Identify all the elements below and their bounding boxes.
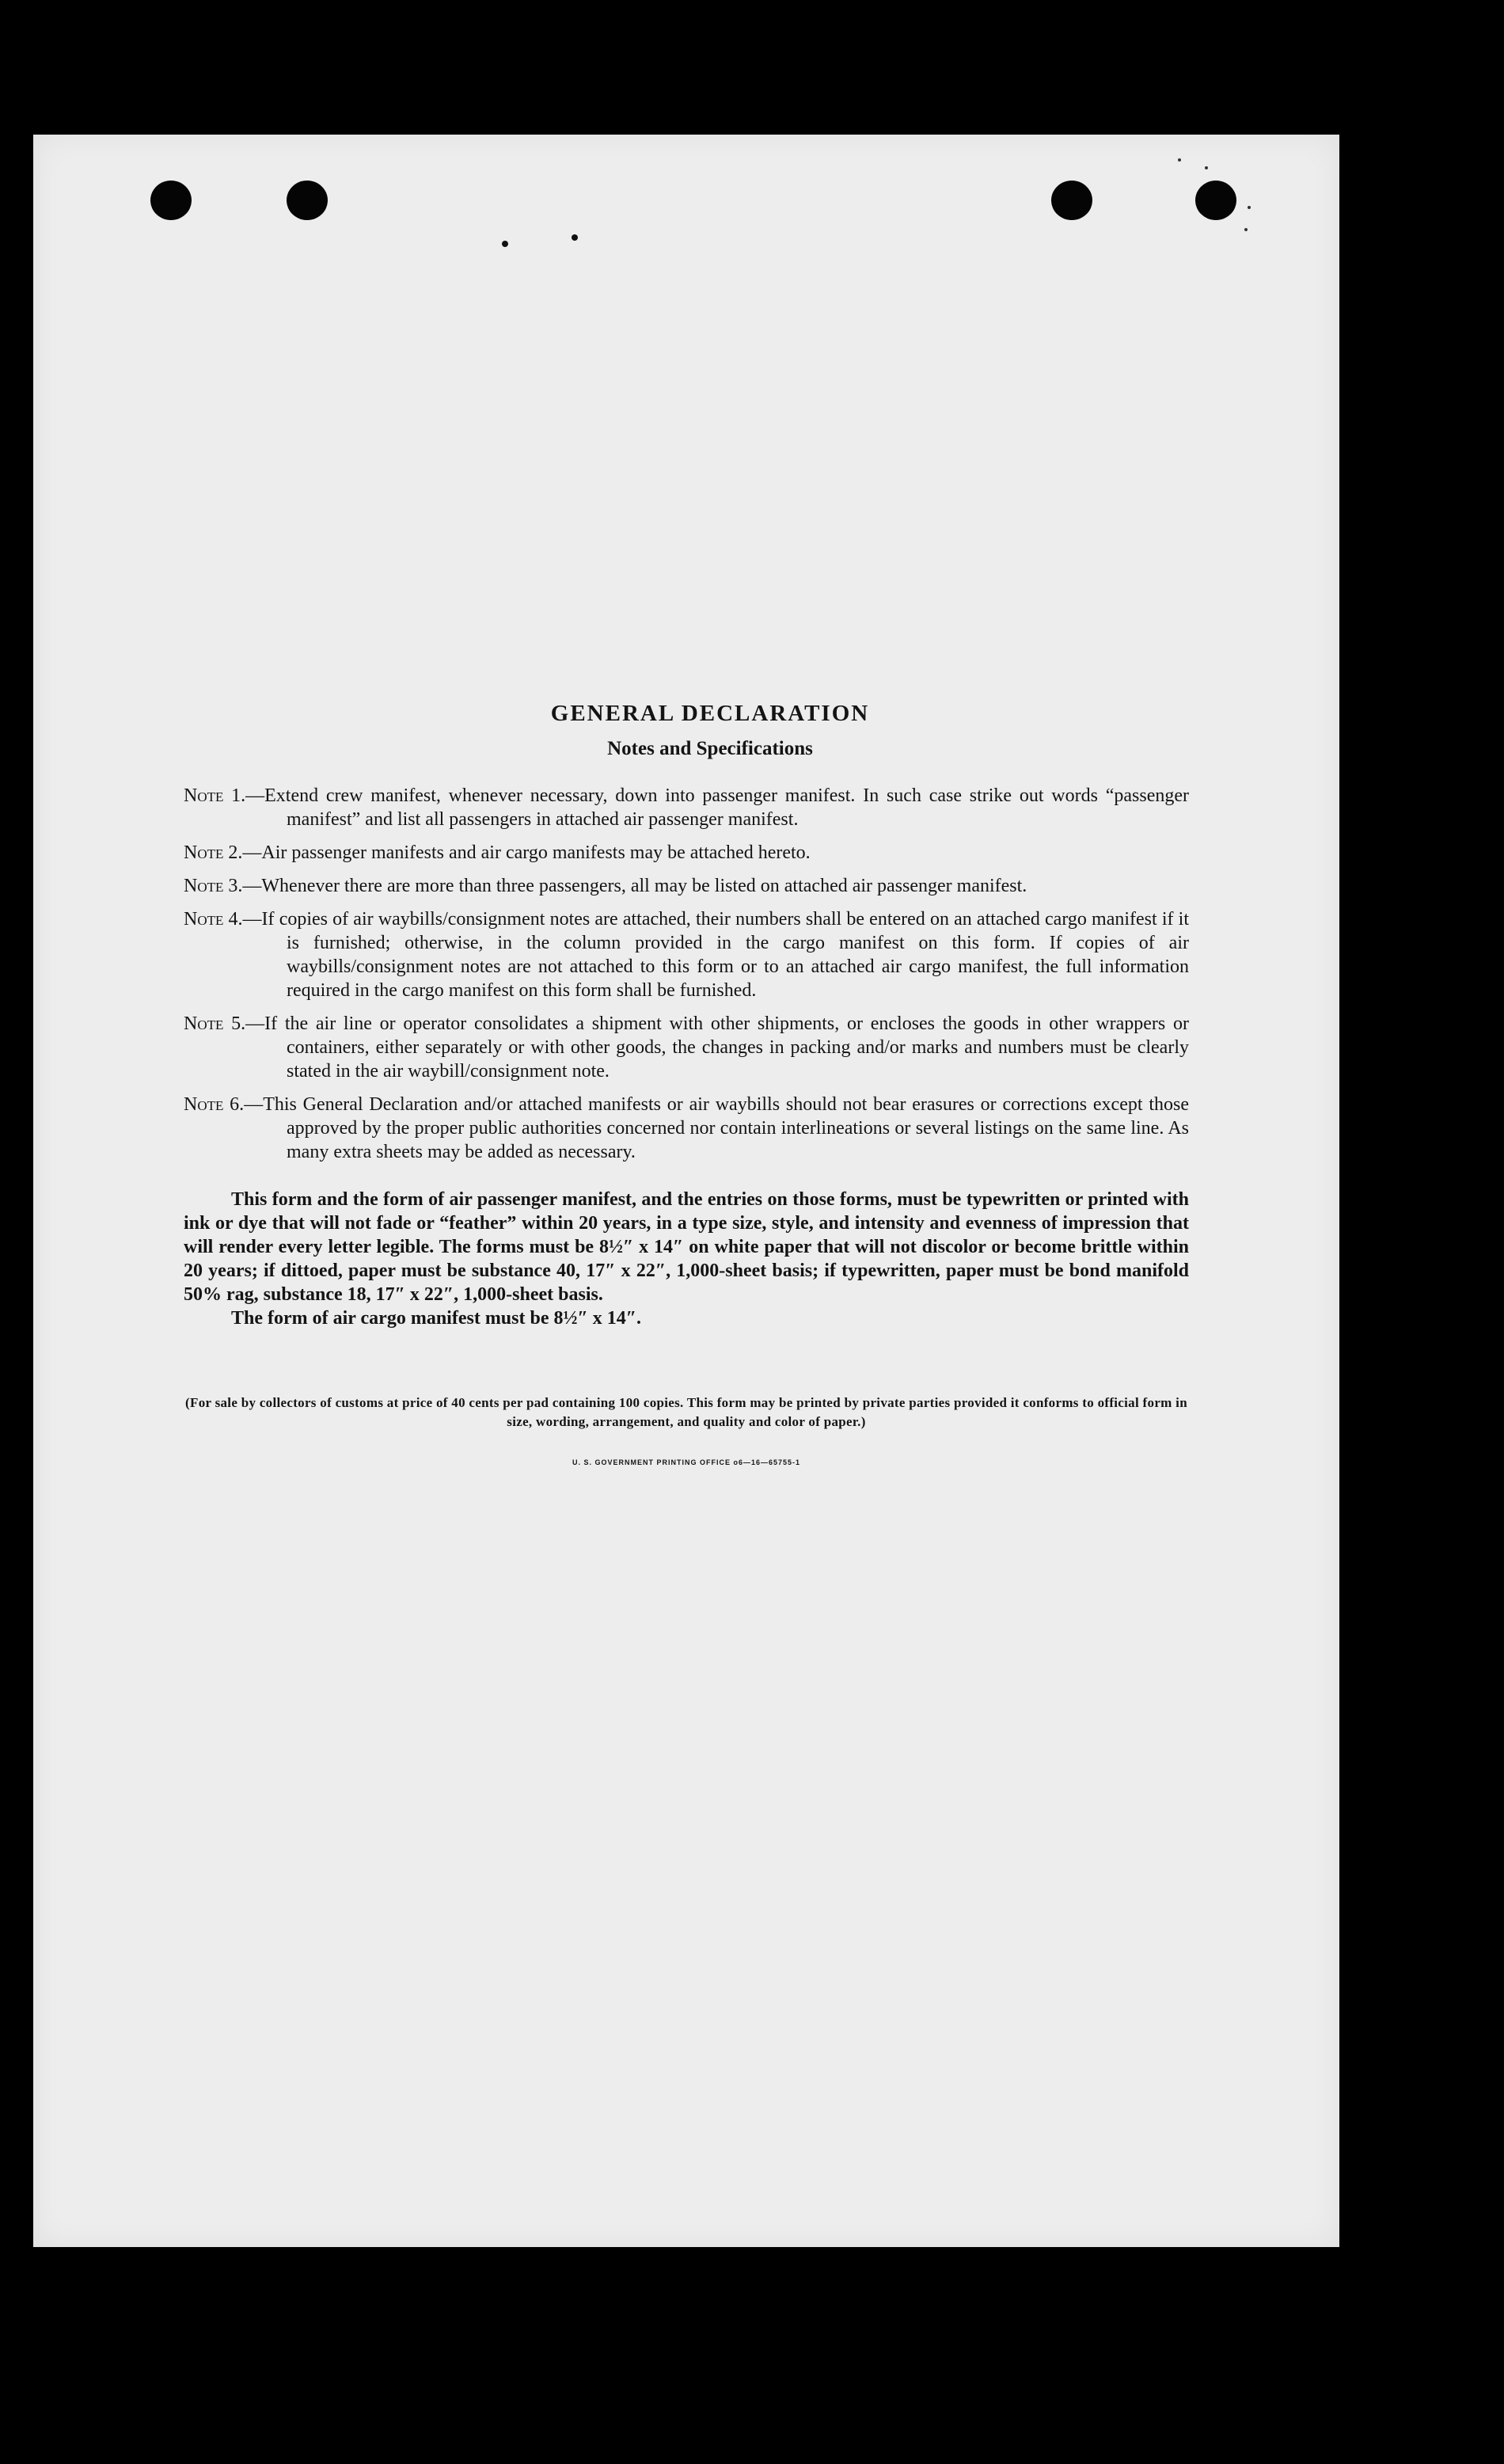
page-title: GENERAL DECLARATION (550, 701, 870, 726)
paper-speck (1178, 158, 1181, 162)
note-text: —If the air line or operator consolidates a shipment with other shipments, or encloses the goods in other wrappers or containers, either separately or with other goods, the changes in packing and/or marks and numbers must be clearly stated in the air waybill/consignment note. (245, 1013, 1189, 1082)
note-label: Note 4. (184, 909, 243, 930)
note-label: Note 2. (184, 842, 243, 863)
note-label: Note 3. (184, 876, 243, 896)
paper-mark (502, 241, 508, 247)
note-text: —Air passenger manifests and air cargo manifests may be attached hereto. (242, 842, 811, 863)
cargo-size-paragraph: The form of air cargo manifest must be 8½″ x 14″. (231, 1308, 641, 1329)
note-label: Note 5. (184, 1013, 246, 1034)
note-4 (184, 907, 1189, 1002)
note-label: Note 1. (184, 785, 246, 806)
note-6 (184, 1093, 1189, 1164)
note-1 (184, 784, 1189, 831)
note-text: —If copies of air waybills/consignment notes are attached, their numbers shall be entered on an attached cargo manifest if it is furnished; otherwise, in the column provided in the cargo manifest on this form. If copies of air waybills/consignment notes are not attached to this form or to an attached air cargo manifest, the full information required in the cargo manifest on this form shall be furnished. (242, 909, 1189, 1001)
specification-paragraph: This form and the form of air passenger manifest, and the entries on those forms, must be typewritten or printed with ink or dye that will not fade or “feather” within 20 years, in a type size, style, and intensity and evenness of impression that will render every letter legible. The forms must be 8½″ x 14″ on white paper that will not discolor or become brittle within 20 years; if dittoed, paper must be substance 40, 17″ x 22″, 1,000-sheet basis; if typewritten, paper must be bond manifold 50% rag, substance 18, 17″ x 22″, 1,000-sheet basis. (184, 1189, 1189, 1305)
paper-speck (1244, 228, 1248, 231)
note-5 (184, 1012, 1189, 1083)
document-page (33, 135, 1339, 2247)
paper-speck (1248, 206, 1251, 209)
paper-mark (572, 234, 578, 241)
form-notes (184, 701, 1189, 1466)
punch-hole-left-2 (287, 181, 328, 220)
paper-speck (1205, 166, 1208, 169)
note-text: —Extend crew manifest, whenever necessary, down into passenger manifest. In such case strike out words “passenger manifest” and list all passengers in attached air passenger manifest. (245, 785, 1189, 830)
printer-imprint: U. S. GOVERNMENT PRINTING OFFICE o6—16—65755-1 (572, 1458, 801, 1466)
note-3 (184, 874, 1189, 898)
punch-hole-right-2 (1195, 181, 1236, 220)
punch-hole-left-1 (150, 181, 192, 220)
note-label: Note 6. (184, 1094, 245, 1115)
sale-notice: (For sale by collectors of customs at price of 40 cents per pad containing 100 copies. This form may be printed by private parties provided it conforms to official form in size, wording, arrangement, and quality and color of paper.) (185, 1395, 1187, 1429)
page-subtitle: Notes and Specifications (607, 738, 813, 759)
note-text: —This General Declaration and/or attached manifests or air waybills should not bear erasures or corrections except those approved by the proper public authorities concerned nor contain interlineations or several listings on the same line. As many extra sheets may be added as necessary. (244, 1094, 1189, 1162)
punch-hole-right-1 (1051, 181, 1092, 220)
note-2 (184, 841, 1189, 865)
note-text: —Whenever there are more than three passengers, all may be listed on attached air passenger manifest. (242, 876, 1027, 896)
